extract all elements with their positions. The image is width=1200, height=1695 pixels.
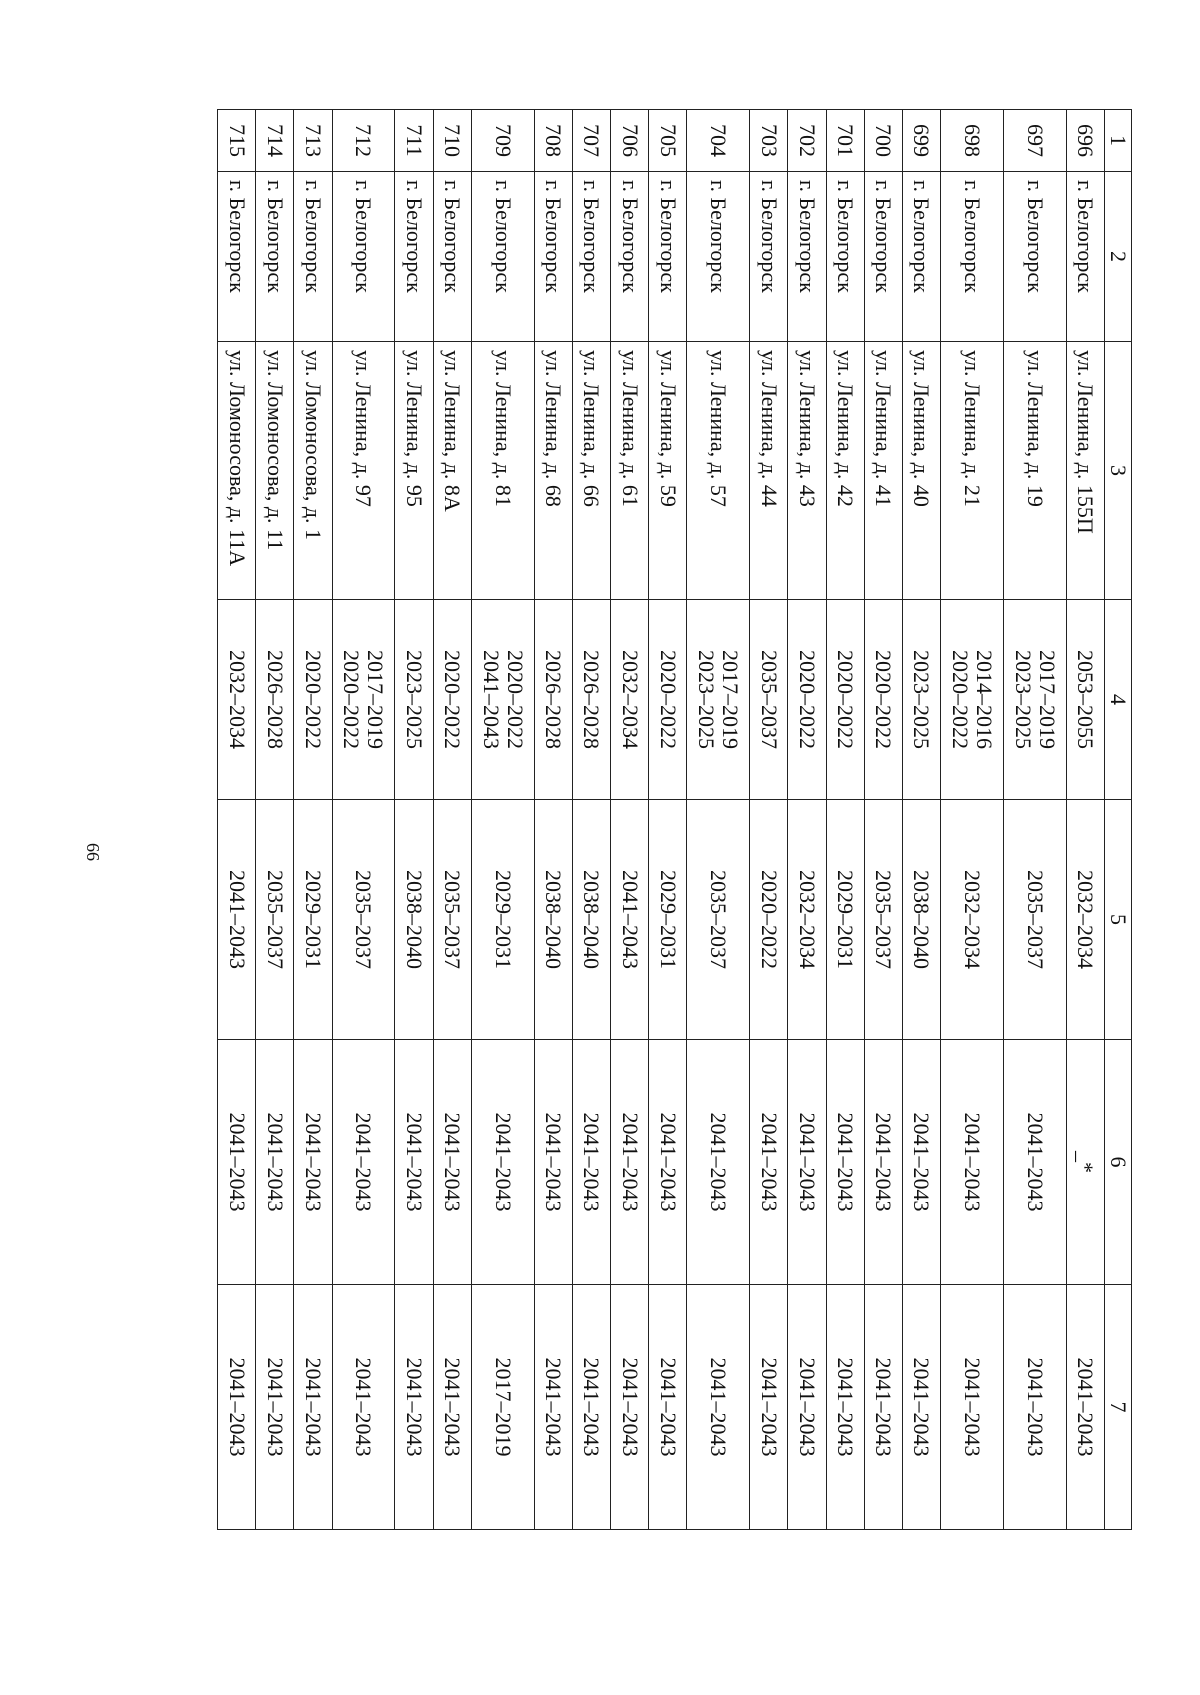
period-col6-cell: 2041–2043 xyxy=(1003,1040,1066,1285)
period-col4-line: 2026–2028 xyxy=(541,650,567,749)
page-number: 66 xyxy=(83,843,103,861)
address-cell: ул. Ленина, д. 41 xyxy=(864,342,902,600)
period-col5-cell: 2041–2043 xyxy=(611,800,649,1040)
period-col7-cell: 2041–2043 xyxy=(256,1285,294,1530)
period-col7-cell: 2041–2043 xyxy=(294,1285,332,1530)
city-cell: г. Белогорск xyxy=(395,172,433,342)
period-col4-line: 2035–2037 xyxy=(756,650,782,749)
period-col5-cell: 2029–2031 xyxy=(471,800,534,1040)
row-number: 714 xyxy=(256,110,294,172)
table-row xyxy=(395,110,433,1530)
address-cell: ул. Ленина, д. 66 xyxy=(572,342,610,600)
period-col7-cell: 2041–2043 xyxy=(611,1285,649,1530)
period-col4-cell xyxy=(611,600,649,800)
row-number: 713 xyxy=(294,110,332,172)
period-col4-line: 2017–2019 xyxy=(1034,650,1060,749)
address-cell: ул. Ленина, д. 40 xyxy=(902,342,940,600)
period-col4-cell xyxy=(433,600,471,800)
address-cell: ул. Ленина, д. 61 xyxy=(611,342,649,600)
table-body xyxy=(218,110,1105,1530)
city-cell: г. Белогорск xyxy=(256,172,294,342)
row-number: 696 xyxy=(1066,110,1104,172)
period-col6-cell: 2041–2043 xyxy=(864,1040,902,1285)
address-cell: ул. Ленина, д. 59 xyxy=(649,342,687,600)
period-col6-cell: 2041–2043 xyxy=(687,1040,750,1285)
period-col4-cell xyxy=(788,600,826,800)
table-row xyxy=(294,110,332,1530)
city-cell: г. Белогорск xyxy=(332,172,395,342)
address-cell: ул. Ленина, д. 42 xyxy=(826,342,864,600)
period-col5-cell: 2029–2031 xyxy=(826,800,864,1040)
table-row xyxy=(534,110,572,1530)
row-number: 710 xyxy=(433,110,471,172)
period-col4-cell xyxy=(826,600,864,800)
row-number: 702 xyxy=(788,110,826,172)
period-col7-cell: 2041–2043 xyxy=(788,1285,826,1530)
period-col7-cell: 2041–2043 xyxy=(433,1285,471,1530)
period-col5-cell: 2038–2040 xyxy=(534,800,572,1040)
period-col5-cell: 2038–2040 xyxy=(395,800,433,1040)
period-col5-cell: 2035–2037 xyxy=(687,800,750,1040)
period-col6-cell: 2041–2043 xyxy=(649,1040,687,1285)
period-col6-cell: 2041–2043 xyxy=(826,1040,864,1285)
period-col4-line: 2020–2022 xyxy=(440,650,466,749)
address-cell: ул. Ленина, д. 43 xyxy=(788,342,826,600)
column-header-7: 7 xyxy=(1105,1285,1132,1530)
city-cell: г. Белогорск xyxy=(534,172,572,342)
period-col5-cell: 2035–2037 xyxy=(864,800,902,1040)
period-col4-line: 2053–2055 xyxy=(1073,650,1099,749)
row-number: 709 xyxy=(471,110,534,172)
period-col5-cell: 2029–2031 xyxy=(649,800,687,1040)
period-col7-cell: 2041–2043 xyxy=(687,1285,750,1530)
column-header-4: 4 xyxy=(1105,600,1132,800)
registry-table xyxy=(217,109,1132,1530)
period-col4-line: 2017–2019 xyxy=(363,650,389,749)
period-col4-cell xyxy=(256,600,294,800)
table-header-row xyxy=(1105,110,1132,1530)
period-col4-line: 2023–2025 xyxy=(402,650,428,749)
row-number: 701 xyxy=(826,110,864,172)
period-col5-cell: 2035–2037 xyxy=(1003,800,1066,1040)
period-col6-cell: 2041–2043 xyxy=(332,1040,395,1285)
period-col7-cell: 2041–2043 xyxy=(1003,1285,1066,1530)
period-col7-cell: 2041–2043 xyxy=(902,1285,940,1530)
period-col6-cell: 2041–2043 xyxy=(941,1040,1004,1285)
address-cell: ул. Ленина, д. 19 xyxy=(1003,342,1066,600)
column-header-6: 6 xyxy=(1105,1040,1132,1285)
city-cell: г. Белогорск xyxy=(433,172,471,342)
table-row xyxy=(218,110,256,1530)
period-col4-cell xyxy=(1003,600,1066,800)
period-col7-cell: 2041–2043 xyxy=(572,1285,610,1530)
address-cell: ул. Ленина, д. 97 xyxy=(332,342,395,600)
address-cell: ул. Ленина, д. 155П xyxy=(1066,342,1104,600)
period-col5-cell: 2035–2037 xyxy=(332,800,395,1040)
row-number: 697 xyxy=(1003,110,1066,172)
city-cell: г. Белогорск xyxy=(941,172,1004,342)
address-cell: ул. Ломоносова, д. 1 xyxy=(294,342,332,600)
city-cell: г. Белогорск xyxy=(611,172,649,342)
period-col7-cell: 2041–2043 xyxy=(649,1285,687,1530)
table-row xyxy=(826,110,864,1530)
table-row xyxy=(649,110,687,1530)
period-col4-cell xyxy=(534,600,572,800)
row-number: 705 xyxy=(649,110,687,172)
row-number: 715 xyxy=(218,110,256,172)
column-header-1: 1 xyxy=(1105,110,1132,172)
city-cell: г. Белогорск xyxy=(687,172,750,342)
address-cell: ул. Ленина, д. 95 xyxy=(395,342,433,600)
rotated-table-sheet xyxy=(217,109,1132,1529)
period-col4-line: 2032–2034 xyxy=(224,650,250,749)
table-row xyxy=(788,110,826,1530)
period-col7-cell: 2041–2043 xyxy=(534,1285,572,1530)
table-row xyxy=(1003,110,1066,1530)
period-col4-line: 2014–2016 xyxy=(972,650,998,749)
city-cell: г. Белогорск xyxy=(572,172,610,342)
table-row xyxy=(750,110,788,1530)
period-col4-cell xyxy=(294,600,332,800)
period-col4-cell xyxy=(649,600,687,800)
period-col4-cell xyxy=(218,600,256,800)
row-number: 711 xyxy=(395,110,433,172)
city-cell: г. Белогорск xyxy=(826,172,864,342)
table-row xyxy=(433,110,471,1530)
address-cell: ул. Ленина, д. 81 xyxy=(471,342,534,600)
table-row xyxy=(902,110,940,1530)
row-number: 704 xyxy=(687,110,750,172)
city-cell: г. Белогорск xyxy=(649,172,687,342)
column-header-2: 2 xyxy=(1105,172,1132,342)
table-row xyxy=(687,110,750,1530)
period-col4-line: 2020–2022 xyxy=(833,650,859,749)
period-col4-line: 2032–2034 xyxy=(617,650,643,749)
period-col6-cell: 2041–2043 xyxy=(750,1040,788,1285)
period-col6-cell: 2041–2043 xyxy=(902,1040,940,1285)
address-cell: ул. Ленина, д. 68 xyxy=(534,342,572,600)
period-col4-cell xyxy=(864,600,902,800)
city-cell: г. Белогорск xyxy=(902,172,940,342)
period-col4-line: 2041–2043 xyxy=(478,650,504,749)
period-col5-cell: 2032–2034 xyxy=(1066,800,1104,1040)
period-col4-line: 2023–2025 xyxy=(1010,650,1036,749)
period-col6-cell: 2041–2043 xyxy=(433,1040,471,1285)
city-cell: г. Белогорск xyxy=(788,172,826,342)
column-header-3: 3 xyxy=(1105,342,1132,600)
period-col4-cell xyxy=(332,600,395,800)
table-row xyxy=(471,110,534,1530)
city-cell: г. Белогорск xyxy=(1066,172,1104,342)
period-col7-cell: 2041–2043 xyxy=(1066,1285,1104,1530)
period-col4-cell xyxy=(750,600,788,800)
city-cell: г. Белогорск xyxy=(218,172,256,342)
period-col4-line: 2020–2022 xyxy=(339,650,365,749)
period-col7-cell: 2041–2043 xyxy=(332,1285,395,1530)
period-col4-line: 2023–2025 xyxy=(909,650,935,749)
period-col5-cell: 2038–2040 xyxy=(572,800,610,1040)
address-cell: ул. Ленина, д. 57 xyxy=(687,342,750,600)
address-cell: ул. Ломоносова, д. 11А xyxy=(218,342,256,600)
period-col7-cell: 2041–2043 xyxy=(826,1285,864,1530)
row-number: 698 xyxy=(941,110,1004,172)
period-col6-cell: 2041–2043 xyxy=(256,1040,294,1285)
period-col4-cell xyxy=(471,600,534,800)
table-row xyxy=(864,110,902,1530)
row-number: 712 xyxy=(332,110,395,172)
period-col4-cell xyxy=(687,600,750,800)
period-col6-cell: 2041–2043 xyxy=(294,1040,332,1285)
row-number: 700 xyxy=(864,110,902,172)
period-col4-line: 2026–2028 xyxy=(579,650,605,749)
period-col4-line: 2020–2022 xyxy=(300,650,326,749)
address-cell: ул. Ленина, д. 21 xyxy=(941,342,1004,600)
period-col7-cell: 2041–2043 xyxy=(941,1285,1004,1530)
row-number: 706 xyxy=(611,110,649,172)
period-col5-cell: 2035–2037 xyxy=(256,800,294,1040)
period-col6-cell: 2041–2043 xyxy=(534,1040,572,1285)
table-row xyxy=(1066,110,1104,1530)
period-col5-cell: 2041–2043 xyxy=(218,800,256,1040)
address-cell: ул. Ломоносова, д. 11 xyxy=(256,342,294,600)
period-col4-line: 2020–2022 xyxy=(871,650,897,749)
period-col7-cell: 2041–2043 xyxy=(864,1285,902,1530)
table-row xyxy=(941,110,1004,1530)
period-col5-cell: 2020–2022 xyxy=(750,800,788,1040)
city-cell: г. Белогорск xyxy=(1003,172,1066,342)
period-col4-line: 2020–2022 xyxy=(794,650,820,749)
table-row xyxy=(611,110,649,1530)
period-col4-line: 2023–2025 xyxy=(694,650,720,749)
period-col4-cell xyxy=(572,600,610,800)
period-col5-cell: 2032–2034 xyxy=(788,800,826,1040)
city-cell: г. Белогорск xyxy=(471,172,534,342)
column-header-5: 5 xyxy=(1105,800,1132,1040)
period-col7-cell: 2041–2043 xyxy=(395,1285,433,1530)
address-cell: ул. Ленина, д. 8А xyxy=(433,342,471,600)
period-col6-cell: 2041–2043 xyxy=(395,1040,433,1285)
city-cell: г. Белогорск xyxy=(294,172,332,342)
period-col4-cell xyxy=(1066,600,1104,800)
row-number: 707 xyxy=(572,110,610,172)
period-col4-cell xyxy=(941,600,1004,800)
period-col6-cell: 2041–2043 xyxy=(218,1040,256,1285)
period-col5-cell: 2035–2037 xyxy=(433,800,471,1040)
period-col6-cell: 2041–2043 xyxy=(611,1040,649,1285)
period-col4-line: 2020–2022 xyxy=(502,650,528,749)
address-cell: ул. Ленина, д. 44 xyxy=(750,342,788,600)
period-col4-line: 2026–2028 xyxy=(262,650,288,749)
period-col5-cell: 2032–2034 xyxy=(941,800,1004,1040)
period-col6-cell: 2041–2043 xyxy=(572,1040,610,1285)
period-col6-cell: 2041–2043 xyxy=(788,1040,826,1285)
table-row xyxy=(332,110,395,1530)
city-cell: г. Белогорск xyxy=(864,172,902,342)
period-col4-line: 2020–2022 xyxy=(948,650,974,749)
table-row xyxy=(256,110,294,1530)
period-col6-cell: _* xyxy=(1066,1040,1104,1285)
period-col7-cell: 2041–2043 xyxy=(218,1285,256,1530)
row-number: 708 xyxy=(534,110,572,172)
period-col6-cell: 2041–2043 xyxy=(471,1040,534,1285)
period-col7-cell: 2017–2019 xyxy=(471,1285,534,1530)
table-row xyxy=(572,110,610,1530)
period-col5-cell: 2038–2040 xyxy=(902,800,940,1040)
period-col4-line: 2020–2022 xyxy=(655,650,681,749)
period-col4-cell xyxy=(902,600,940,800)
row-number: 703 xyxy=(750,110,788,172)
period-col4-cell xyxy=(395,600,433,800)
city-cell: г. Белогорск xyxy=(750,172,788,342)
row-number: 699 xyxy=(902,110,940,172)
period-col4-line: 2017–2019 xyxy=(718,650,744,749)
period-col7-cell: 2041–2043 xyxy=(750,1285,788,1530)
period-col5-cell: 2029–2031 xyxy=(294,800,332,1040)
